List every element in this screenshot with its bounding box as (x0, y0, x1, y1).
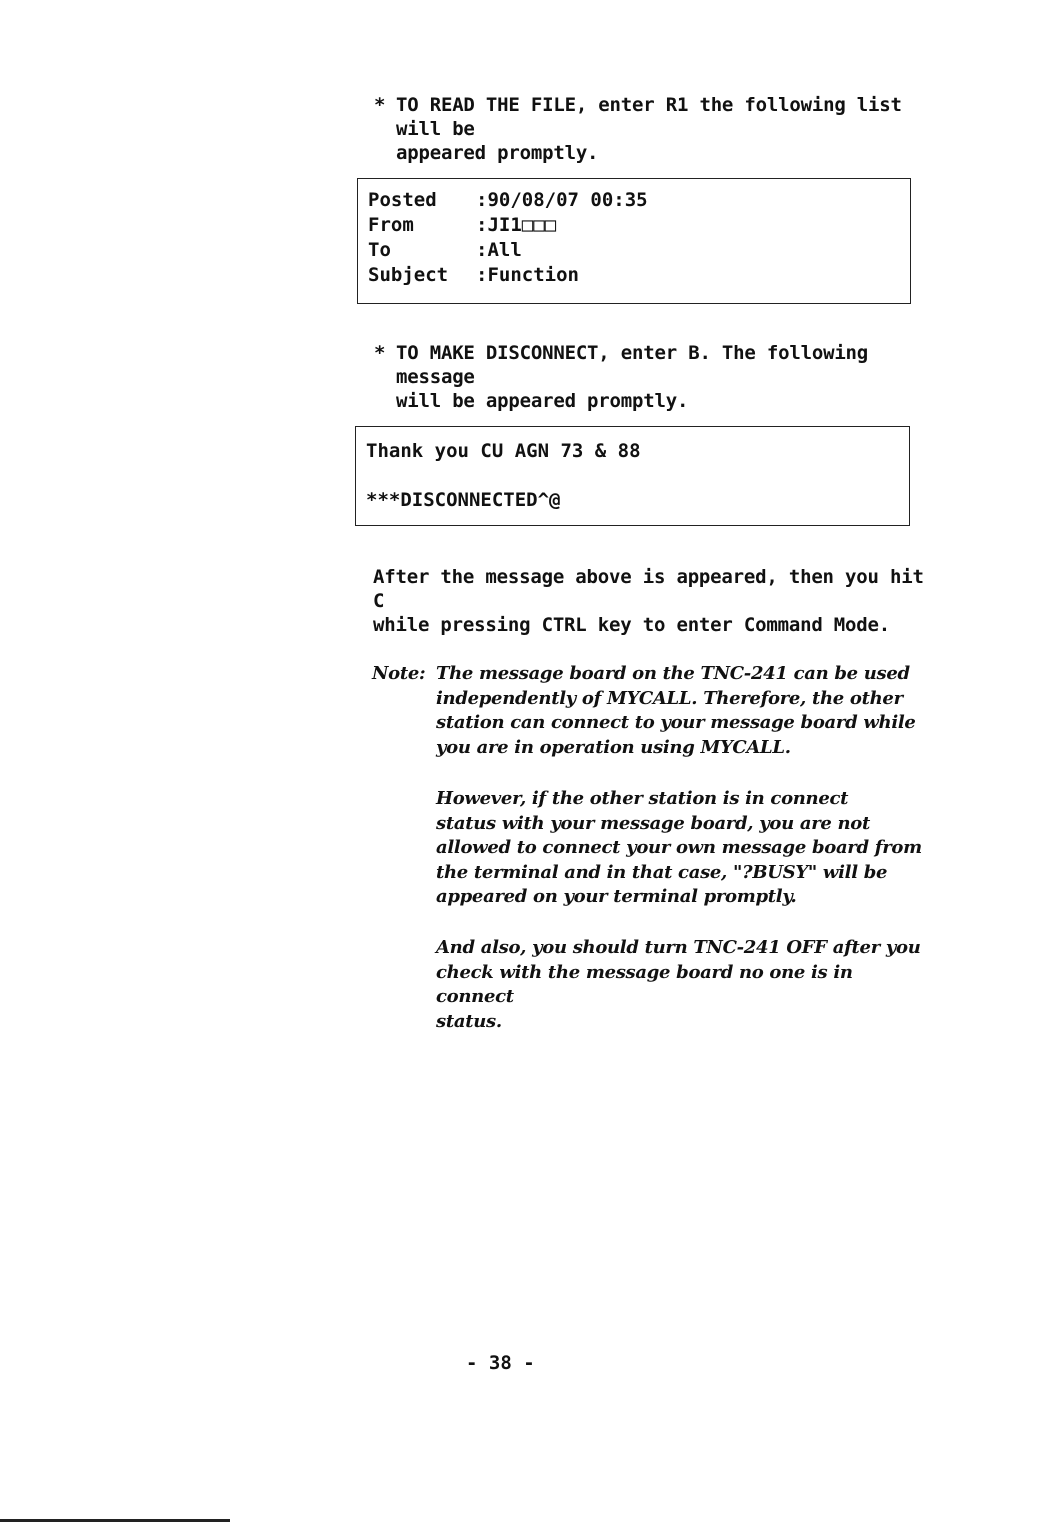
thank-you-line: Thank you CU AGN 73 & 88 (366, 440, 641, 462)
note-p2-line: status with your message board, you are not (436, 812, 870, 834)
bullet-star: * (374, 342, 386, 364)
scan-edge-line (0, 1519, 230, 1522)
posted-row (368, 188, 648, 213)
subject-value: :Function (476, 264, 579, 286)
subject-row (368, 263, 579, 288)
posted-key: Posted (368, 189, 437, 211)
note-p2-line: appeared on your terminal promptly. (436, 886, 797, 908)
subject-key: Subject (368, 264, 449, 286)
after-line-2: while pressing CTRL key to enter Command Mode. (373, 614, 890, 636)
from-value: :JI1□□□ (476, 214, 557, 236)
disconnect-line-2: will be appeared promptly. (396, 390, 689, 412)
note-p1-line: The message board on the TNC-241 can be used (436, 663, 910, 684)
note-paragraph-2 (436, 787, 926, 910)
note-p3-line: And also, you should turn TNC-241 OFF after you (436, 937, 921, 958)
note-p2-line: the terminal and in that case, "?BUSY" will be (436, 861, 888, 883)
after-message-paragraph (373, 565, 933, 637)
page-number-text: - 38 - (466, 1352, 535, 1374)
read-file-line-2: appeared promptly. (396, 142, 599, 164)
note-p1-line: you are in operation using MYCALL. (436, 736, 791, 758)
note-p1-line: independently of MYCALL. Therefore, the other (436, 687, 903, 709)
read-file-instruction (374, 93, 934, 165)
to-value: :All (476, 239, 522, 261)
from-row (368, 213, 556, 238)
after-line-1: After the message above is appeared, then you hit C (373, 566, 924, 612)
file-header-box (357, 178, 911, 304)
note-p1-line: station can connect to your message board while (436, 712, 916, 734)
posted-value: :90/08/07 00:35 (476, 189, 648, 211)
disconnect-message-box (355, 426, 910, 526)
note-p3-line: check with the message board no one is in connect (436, 961, 853, 1008)
disconnected-line: ***DISCONNECTED^@ (366, 489, 561, 511)
read-file-line-1: TO READ THE FILE, enter R1 the following list will be (396, 94, 902, 140)
note-paragraph-1 (436, 662, 926, 760)
note-paragraph-3 (436, 936, 926, 1034)
note-p2-line: allowed to connect your own message board from (436, 837, 922, 859)
note-p2-line: However, if the other station is in connect (436, 788, 849, 809)
to-key: To (368, 239, 391, 261)
from-key: From (368, 214, 414, 236)
to-row (368, 238, 522, 263)
bullet-star: * (374, 94, 386, 116)
note-p3-line: status. (436, 1010, 502, 1032)
disconnect-line-1: TO MAKE DISCONNECT, enter B. The following message (396, 342, 869, 388)
disconnect-instruction (374, 341, 934, 413)
note-label: Note: (372, 663, 426, 684)
